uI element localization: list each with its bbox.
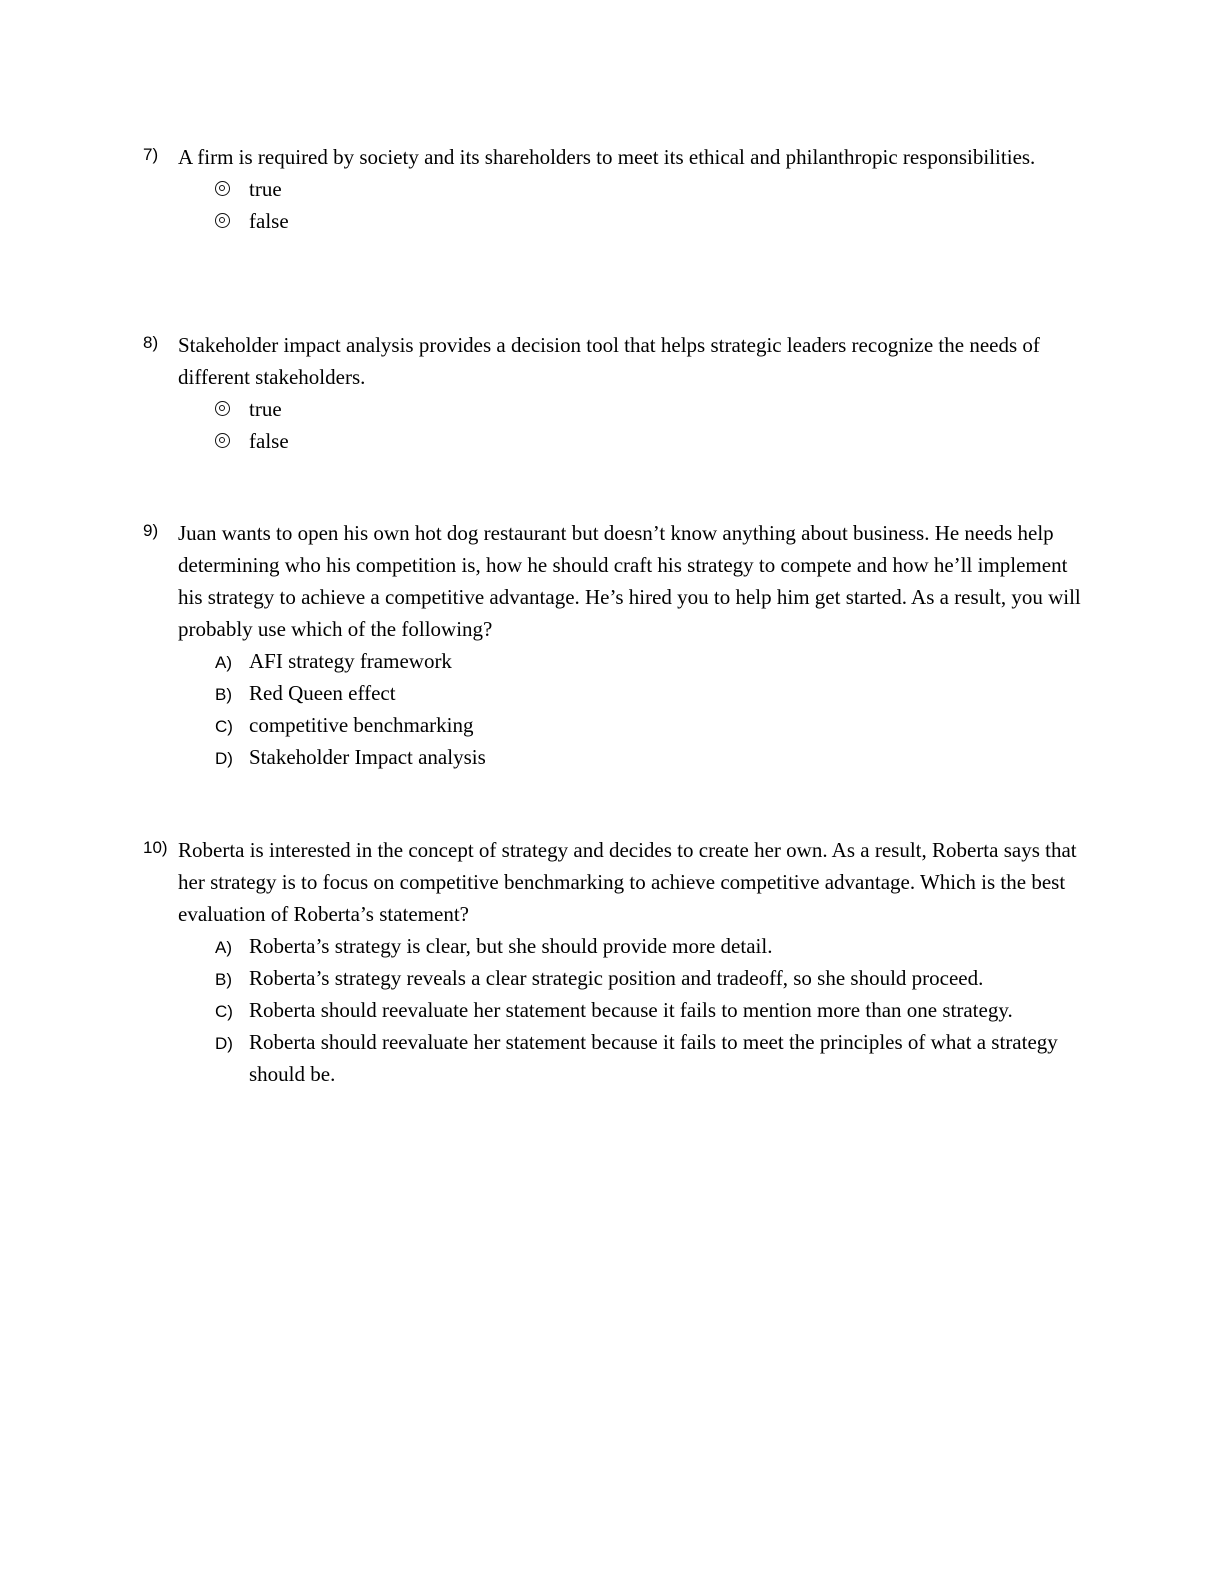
option-false[interactable] <box>215 205 1083 237</box>
option-list <box>215 930 1083 1090</box>
option-label: Roberta should reevaluate her statement because it fails to meet the principles of what a strategy should be. <box>249 1030 1058 1086</box>
question-text: Juan wants to open his own hot dog restaurant but doesn’t know anything about business. He needs help determining who his competition is, how he should craft his strategy to compete and how he’ll implement his strategy to achieve a competitive advantage. He’s hired you to help him get started. As a result, you will probably use which of the following? <box>178 521 1081 641</box>
option-label: AFI strategy framework <box>249 649 452 673</box>
option-d[interactable] <box>215 1026 1083 1090</box>
option-letter: B) <box>215 970 232 989</box>
option-letter: C) <box>215 717 233 736</box>
option-label: false <box>249 429 289 453</box>
option-label: competitive benchmarking <box>249 713 474 737</box>
option-true[interactable] <box>215 393 1083 425</box>
option-letter: C) <box>215 1002 233 1021</box>
question-8 <box>143 329 1083 457</box>
option-a[interactable] <box>215 645 1083 677</box>
option-label: false <box>249 209 289 233</box>
radio-button-icon[interactable] <box>215 433 230 448</box>
question-text: Stakeholder impact analysis provides a decision tool that helps strategic leaders recognize the needs of different stakeholders. <box>178 333 1040 389</box>
option-label: Stakeholder Impact analysis <box>249 745 486 769</box>
question-text: Roberta is interested in the concept of strategy and decides to create her own. As a result, Roberta says that her strategy is to focus on competitive benchmarking to achieve competitive advantage. Which is the best evaluation of Roberta’s statement? <box>178 838 1077 926</box>
radio-button-icon[interactable] <box>215 213 230 228</box>
question-text: A firm is required by society and its shareholders to meet its ethical and philanthropic responsibilities. <box>178 145 1036 169</box>
option-letter: D) <box>215 1034 233 1053</box>
option-a[interactable] <box>215 930 1083 962</box>
option-letter: A) <box>215 653 232 672</box>
option-label: Roberta’s strategy is clear, but she should provide more detail. <box>249 934 773 958</box>
option-c[interactable] <box>215 709 1083 741</box>
radio-button-icon[interactable] <box>215 401 230 416</box>
option-c[interactable] <box>215 994 1083 1026</box>
option-list <box>215 173 1083 237</box>
question-number: 9) <box>143 521 159 540</box>
question-number: 7) <box>143 145 159 164</box>
option-label: true <box>249 177 282 201</box>
option-list <box>215 645 1083 773</box>
question-10 <box>143 834 1083 1090</box>
question-number: 10) <box>143 838 168 857</box>
option-b[interactable] <box>215 677 1083 709</box>
option-b[interactable] <box>215 962 1083 994</box>
option-true[interactable] <box>215 173 1083 205</box>
option-label: Roberta should reevaluate her statement because it fails to mention more than one strategy. <box>249 998 1013 1022</box>
option-d[interactable] <box>215 741 1083 773</box>
option-letter: D) <box>215 749 233 768</box>
option-letter: B) <box>215 685 232 704</box>
option-label: true <box>249 397 282 421</box>
question-number: 8) <box>143 333 159 352</box>
option-list <box>215 393 1083 457</box>
option-false[interactable] <box>215 425 1083 457</box>
question-9 <box>143 517 1083 773</box>
option-label: Roberta’s strategy reveals a clear strategic position and tradeoff, so she should proceed. <box>249 966 984 990</box>
option-letter: A) <box>215 938 232 957</box>
question-7 <box>143 141 1083 237</box>
option-label: Red Queen effect <box>249 681 396 705</box>
radio-button-icon[interactable] <box>215 181 230 196</box>
